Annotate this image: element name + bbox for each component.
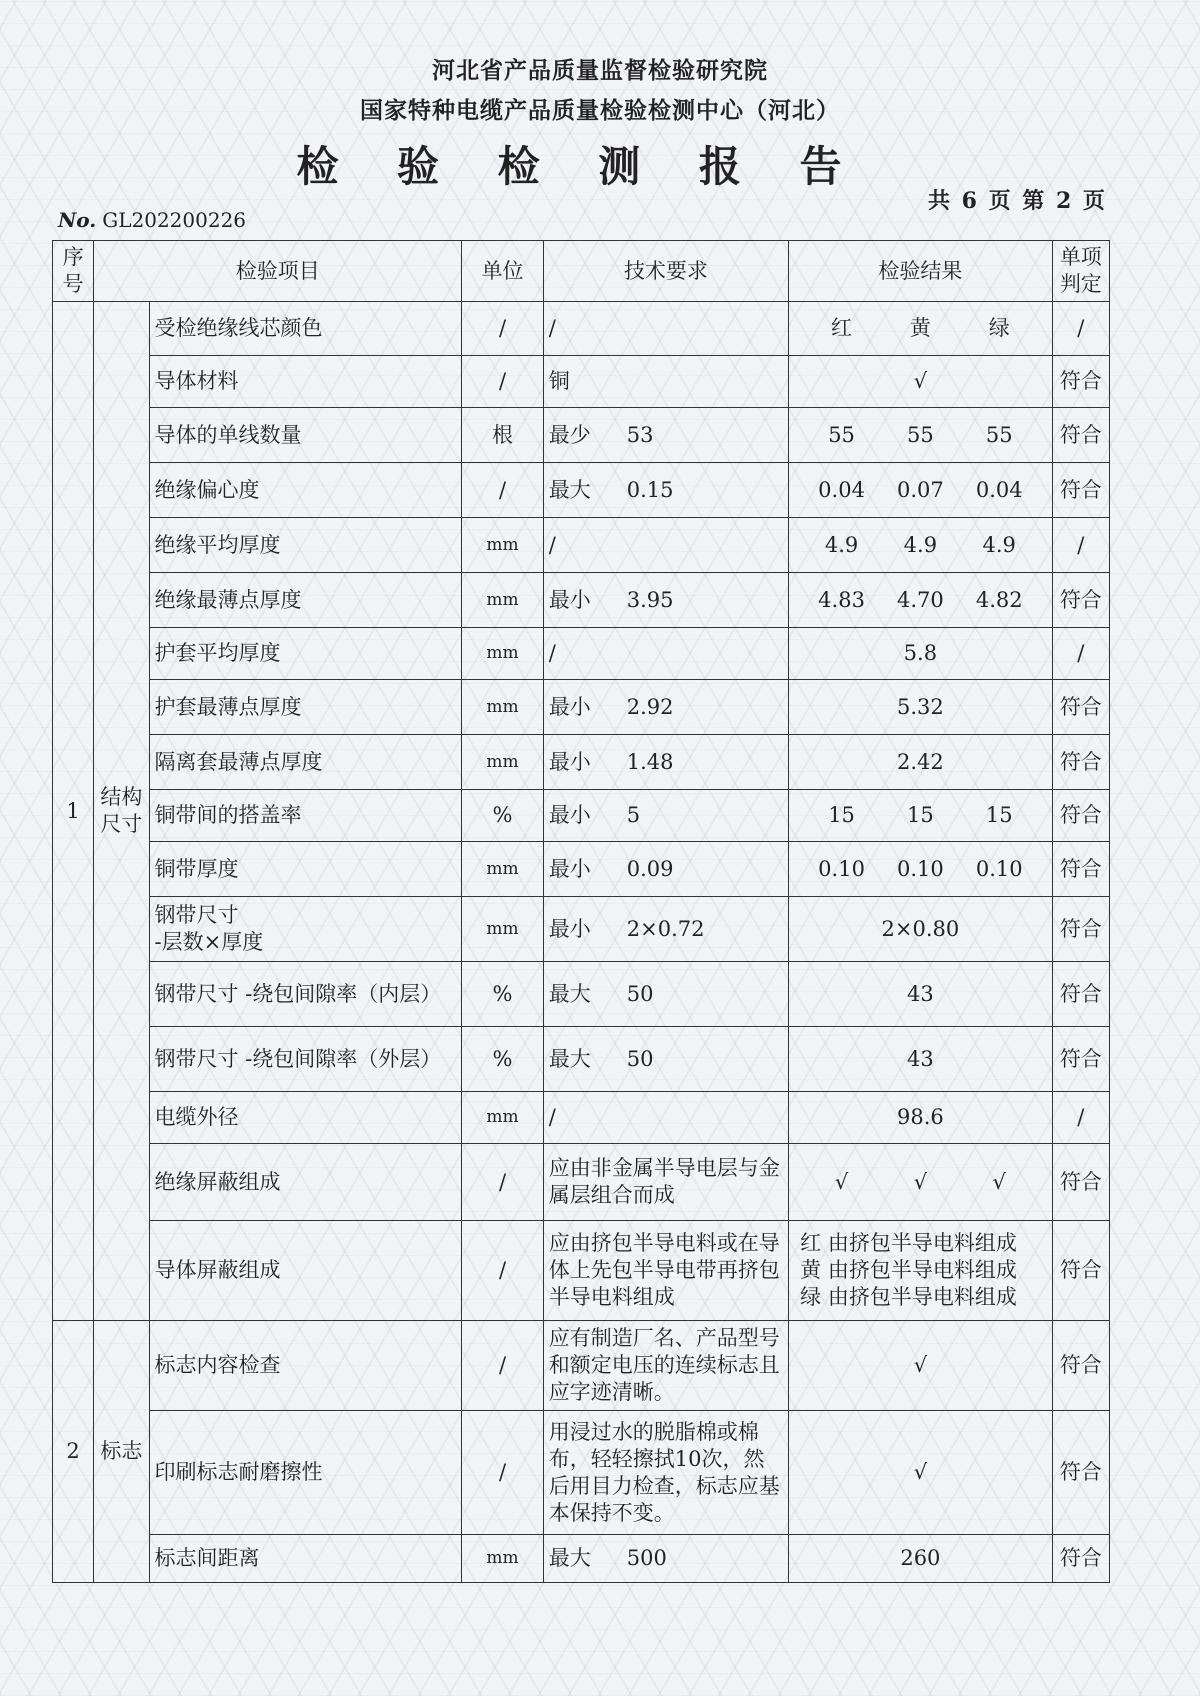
verdict-cell: 符合 <box>1052 1221 1109 1321</box>
verdict-cell: / <box>1052 1092 1109 1144</box>
result-line: 黄 由挤包半导电料组成 <box>800 1258 1017 1282</box>
requirement-pair <box>549 1545 783 1572</box>
result-value: 2×0.80 <box>881 916 960 941</box>
requirement-cell <box>543 680 788 735</box>
result-cell <box>789 1144 1052 1221</box>
requirement-pair <box>549 749 783 776</box>
table-header-row <box>53 241 1110 302</box>
verdict-cell: 符合 <box>1052 897 1109 962</box>
requirement-pair <box>549 640 783 667</box>
group-seq: 1 <box>53 302 94 1321</box>
requirement-pair <box>549 802 783 829</box>
item-name: 印刷标志耐磨擦性 <box>149 1411 462 1535</box>
item-name: 铜带间的搭盖率 <box>149 790 462 842</box>
group-category: 结构尺寸 <box>94 302 149 1321</box>
requirement-kind: / <box>548 1105 556 1129</box>
result-value: 0.04 <box>818 477 865 502</box>
result-group <box>794 422 1046 449</box>
result-value: 4.9 <box>903 532 938 557</box>
result-cell <box>789 1411 1052 1535</box>
result-cell <box>789 628 1052 680</box>
result-value: 2.42 <box>897 749 944 774</box>
requirement-pair <box>549 477 783 504</box>
requirement-cell <box>543 842 788 897</box>
requirement-cell <box>543 628 788 680</box>
result-value: 15 <box>985 803 1013 827</box>
table-row <box>53 1092 1110 1144</box>
requirement-pair <box>549 981 783 1008</box>
requirement-cell <box>543 1144 788 1221</box>
header-unit: 单位 <box>462 241 543 302</box>
table-row <box>53 790 1110 842</box>
table-row <box>53 628 1110 680</box>
verdict-cell: 符合 <box>1052 1411 1109 1535</box>
requirement-kind: 最小 <box>548 694 591 719</box>
doc-number <box>58 208 246 232</box>
result-value: 4.9 <box>982 532 1016 557</box>
item-name: 绝缘最薄点厚度 <box>149 573 462 628</box>
result-value: 4.70 <box>897 587 944 612</box>
unit-cell: / <box>462 463 543 518</box>
table-row <box>53 463 1110 518</box>
requirement-kind: 最小 <box>548 587 591 612</box>
unit-cell: 根 <box>462 408 543 463</box>
header-verdict: 单项判定 <box>1052 241 1109 302</box>
requirement-pair <box>549 368 783 395</box>
result-cell <box>789 573 1052 628</box>
table-row <box>53 518 1110 573</box>
requirement-cell <box>543 302 788 356</box>
item-name: 铜带厚度 <box>149 842 462 897</box>
unit-cell: mm <box>462 1092 543 1144</box>
result-value: √ <box>913 1169 928 1194</box>
result-value: 4.9 <box>824 532 859 557</box>
result-cell <box>789 518 1052 573</box>
requirement-text: 应由非金属半导电层与金属层组合而成 <box>548 1156 780 1207</box>
result-value: 5.8 <box>903 641 938 665</box>
result-value: √ <box>913 1460 928 1484</box>
result-cell <box>789 356 1052 408</box>
item-name: 导体屏蔽组成 <box>149 1221 462 1321</box>
verdict-cell: 符合 <box>1052 1027 1109 1092</box>
result-value: 55 <box>828 422 855 447</box>
result-value: √ <box>913 1353 928 1377</box>
result-value: 43 <box>907 981 934 1006</box>
item-name: 绝缘平均厚度 <box>149 518 462 573</box>
unit-cell: / <box>462 1321 543 1411</box>
requirement-cell <box>543 1092 788 1144</box>
requirement-pair <box>549 587 783 614</box>
result-value: 15 <box>828 803 855 827</box>
table-row <box>53 1321 1110 1411</box>
requirement-kind: 最大 <box>548 1546 591 1570</box>
result-cell <box>789 1535 1052 1583</box>
requirement-kind: 最小 <box>548 749 591 774</box>
requirement-kind: 最大 <box>548 477 591 502</box>
result-value: 4.82 <box>975 587 1023 612</box>
unit-cell: mm <box>462 628 543 680</box>
unit-cell: % <box>462 1027 543 1092</box>
table-row <box>53 842 1110 897</box>
unit-cell: % <box>462 790 543 842</box>
requirement-cell <box>543 790 788 842</box>
table-row <box>53 735 1110 790</box>
table-body <box>53 302 1110 1583</box>
requirement-value: 5 <box>626 803 641 827</box>
requirement-cell <box>543 1411 788 1535</box>
verdict-cell: 符合 <box>1052 573 1109 628</box>
requirement-pair <box>549 856 783 883</box>
verdict-cell: 符合 <box>1052 408 1109 463</box>
item-name: 隔离套最薄点厚度 <box>149 735 462 790</box>
item-name: 导体材料 <box>149 356 462 408</box>
requirement-kind: / <box>548 316 556 340</box>
result-cell <box>789 680 1052 735</box>
org-name-line1: 河北省产品质量监督检验研究院 <box>432 57 768 84</box>
result-line: 绿 由挤包半导电料组成 <box>800 1285 1017 1309</box>
result-group <box>794 1169 1046 1196</box>
result-cell <box>789 1321 1052 1411</box>
requirement-kind: / <box>548 532 556 557</box>
requirement-value: 0.09 <box>626 856 674 881</box>
report-title: 检 验 检 测 报 告 <box>296 142 864 191</box>
result-value: 4.83 <box>818 587 865 612</box>
requirement-value: 500 <box>626 1546 667 1570</box>
requirement-value: 50 <box>626 1046 654 1071</box>
verdict-cell: 符合 <box>1052 356 1109 408</box>
table-row <box>53 1535 1110 1583</box>
header-requirement: 技术要求 <box>543 241 788 302</box>
result-value: 260 <box>900 1546 941 1570</box>
table-row <box>53 680 1110 735</box>
item-name: 护套平均厚度 <box>149 628 462 680</box>
result-cell <box>789 735 1052 790</box>
requirement-pair <box>549 1046 783 1073</box>
result-value: 黄 <box>909 316 931 340</box>
requirement-kind: 最小 <box>548 803 591 827</box>
requirement-value: 2.92 <box>626 694 674 719</box>
requirement-pair <box>549 694 783 721</box>
unit-cell: / <box>462 1411 543 1535</box>
result-value: 55 <box>907 422 934 447</box>
requirement-value: 1.48 <box>626 749 674 774</box>
header-item: 检验项目 <box>94 241 462 302</box>
requirement-cell <box>543 897 788 962</box>
requirement-value: 50 <box>626 981 654 1006</box>
result-value: 0.10 <box>975 856 1023 881</box>
result-value: 红 <box>831 316 853 340</box>
result-cell <box>789 1221 1052 1321</box>
result-cell <box>789 1092 1052 1144</box>
requirement-cell <box>543 735 788 790</box>
group-category: 标志 <box>94 1321 149 1583</box>
requirement-cell <box>543 463 788 518</box>
requirement-cell <box>543 1535 788 1583</box>
requirement-cell <box>543 573 788 628</box>
requirement-cell <box>543 518 788 573</box>
item-name: 绝缘屏蔽组成 <box>149 1144 462 1221</box>
unit-cell: % <box>462 962 543 1027</box>
inspection-table <box>52 240 1110 1583</box>
unit-cell: mm <box>462 1535 543 1583</box>
unit-cell: mm <box>462 842 543 897</box>
requirement-value: 3.95 <box>626 587 674 612</box>
table-row <box>53 1027 1110 1092</box>
requirement-cell <box>543 962 788 1027</box>
unit-cell: / <box>462 356 543 408</box>
table-row <box>53 1221 1110 1321</box>
result-group <box>794 477 1046 504</box>
result-cell <box>789 1027 1052 1092</box>
item-name: 电缆外径 <box>149 1092 462 1144</box>
table-row <box>53 1144 1110 1221</box>
item-name: 绝缘偏心度 <box>149 463 462 518</box>
result-value: √ <box>992 1169 1006 1194</box>
doc-number-value: GL202200226 <box>102 208 247 232</box>
result-value: 0.04 <box>975 477 1023 502</box>
item-name: 标志间距离 <box>149 1535 462 1583</box>
verdict-cell: / <box>1052 518 1109 573</box>
requirement-text: 应由挤包半导电料或在导体上先包半导电带再挤包半导电料组成 <box>548 1231 780 1309</box>
result-group <box>794 856 1046 883</box>
verdict-cell: 符合 <box>1052 842 1109 897</box>
result-value: 55 <box>985 422 1013 447</box>
table-row <box>53 356 1110 408</box>
verdict-cell: 符合 <box>1052 790 1109 842</box>
requirement-text: 用浸过水的脱脂棉或棉布，轻轻擦拭10次，然后用目力检查，标志应基本保持不变。 <box>548 1419 780 1525</box>
unit-cell: mm <box>462 735 543 790</box>
header-result: 检验结果 <box>789 241 1052 302</box>
result-value: 98.6 <box>897 1105 944 1129</box>
verdict-cell: / <box>1052 628 1109 680</box>
result-value: 43 <box>907 1046 934 1071</box>
page-info: 共 6 页 第 2 页 <box>928 188 1107 214</box>
table-row <box>53 962 1110 1027</box>
result-value: 绿 <box>988 316 1010 340</box>
table-row <box>53 573 1110 628</box>
verdict-cell: 符合 <box>1052 680 1109 735</box>
requirement-cell <box>543 1221 788 1321</box>
item-name: 护套最薄点厚度 <box>149 680 462 735</box>
requirement-cell <box>543 1321 788 1411</box>
result-cell <box>789 790 1052 842</box>
item-name: 导体的单线数量 <box>149 408 462 463</box>
unit-cell: / <box>462 302 543 356</box>
requirement-kind: 最小 <box>548 916 591 941</box>
requirement-cell <box>543 356 788 408</box>
result-value: 5.32 <box>897 694 944 719</box>
header-seq: 序号 <box>53 241 94 302</box>
table-row <box>53 897 1110 962</box>
result-cell <box>789 408 1052 463</box>
requirement-kind: 最大 <box>548 981 591 1006</box>
item-name: 钢带尺寸 -绕包间隙率（外层） <box>149 1027 462 1092</box>
item-name: 钢带尺寸 -绕包间隙率（内层） <box>149 962 462 1027</box>
result-cell <box>789 463 1052 518</box>
verdict-cell: / <box>1052 302 1109 356</box>
requirement-kind: 铜 <box>548 369 570 393</box>
result-value: √ <box>913 369 928 393</box>
org-name-line2: 国家特种电缆产品质量检验检测中心（河北） <box>360 97 840 124</box>
result-cell <box>789 842 1052 897</box>
unit-cell: mm <box>462 518 543 573</box>
result-cell <box>789 962 1052 1027</box>
result-value: 0.10 <box>818 856 865 881</box>
unit-cell: mm <box>462 573 543 628</box>
result-line: 红 由挤包半导电料组成 <box>800 1231 1017 1255</box>
result-group <box>794 315 1046 342</box>
verdict-cell: 符合 <box>1052 962 1109 1027</box>
requirement-pair <box>549 1104 783 1131</box>
table-row <box>53 1411 1110 1535</box>
result-group <box>794 587 1046 614</box>
requirement-text: 应有制造厂名、产品型号和额定电压的连续标志且应字迹清晰。 <box>548 1326 780 1404</box>
result-value: √ <box>834 1169 849 1194</box>
requirement-kind: / <box>548 641 556 665</box>
table-row <box>53 302 1110 356</box>
requirement-pair <box>549 315 783 342</box>
table-row <box>53 408 1110 463</box>
verdict-cell: 符合 <box>1052 735 1109 790</box>
verdict-cell: 符合 <box>1052 463 1109 518</box>
result-group <box>794 802 1046 829</box>
requirement-pair <box>549 422 783 449</box>
unit-cell: / <box>462 1221 543 1321</box>
group-seq: 2 <box>53 1321 94 1583</box>
verdict-cell: 符合 <box>1052 1321 1109 1411</box>
requirement-pair <box>549 916 783 943</box>
requirement-kind: 最少 <box>548 422 591 447</box>
verdict-cell: 符合 <box>1052 1535 1109 1583</box>
unit-cell: / <box>462 1144 543 1221</box>
unit-cell: mm <box>462 680 543 735</box>
result-value: 0.10 <box>897 856 944 881</box>
requirement-value: 2×0.72 <box>626 916 705 941</box>
doc-number-label: No. <box>58 208 97 232</box>
item-name: 钢带尺寸 -层数×厚度 <box>149 897 462 962</box>
requirement-pair <box>549 532 783 559</box>
requirement-value: 0.15 <box>626 477 674 502</box>
requirement-kind: 最小 <box>548 856 591 881</box>
unit-cell: mm <box>462 897 543 962</box>
result-cell <box>789 897 1052 962</box>
requirement-cell <box>543 1027 788 1092</box>
requirement-value: 53 <box>626 422 654 447</box>
result-group <box>794 532 1046 559</box>
verdict-cell: 符合 <box>1052 1144 1109 1221</box>
result-value: 0.07 <box>897 477 944 502</box>
result-cell <box>789 302 1052 356</box>
result-value: 15 <box>907 803 934 827</box>
item-name: 标志内容检查 <box>149 1321 462 1411</box>
requirement-kind: 最大 <box>548 1046 591 1071</box>
item-name: 受检绝缘线芯颜色 <box>149 302 462 356</box>
requirement-cell <box>543 408 788 463</box>
